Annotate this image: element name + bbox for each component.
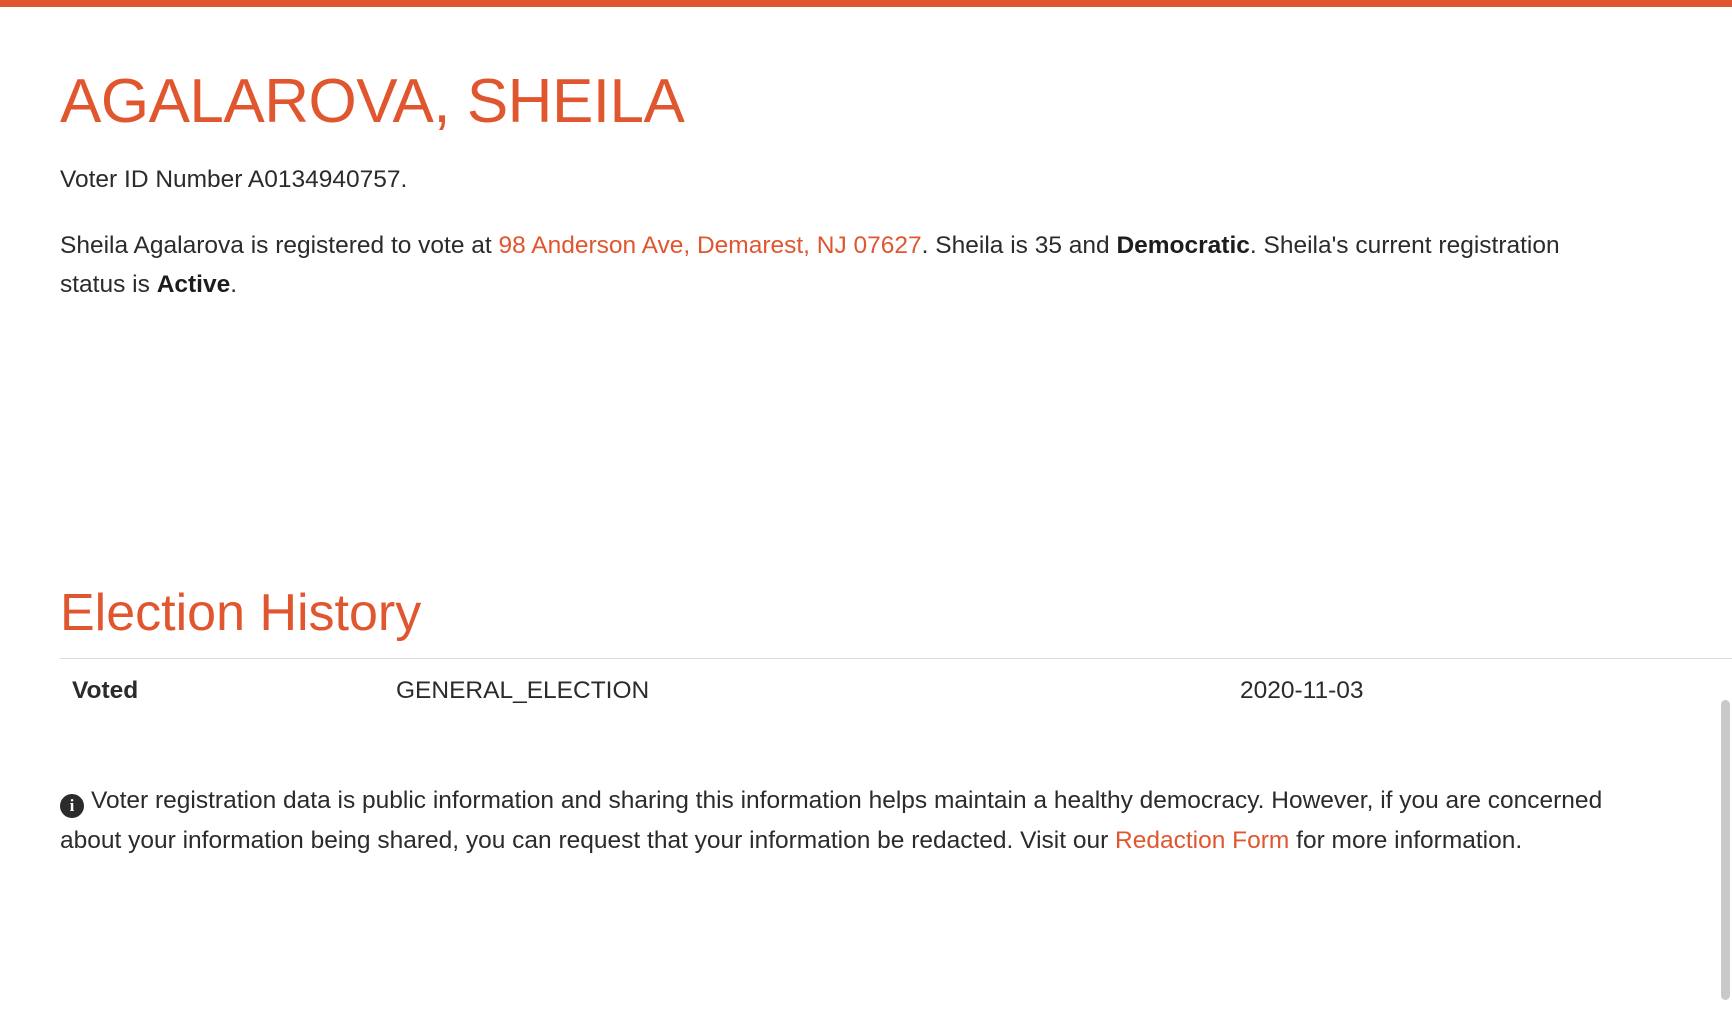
notice-text-part1: Voter registration data is public information and sharing this information helps maintain a healthy democracy. However, if you are concerned about your information being shared, you can request that your information be redacted. Visit our xyxy=(60,787,1603,855)
election-history-title: Election History xyxy=(60,584,422,643)
summary-after-party-text: . Sheila's current registration status is xyxy=(60,231,1560,299)
row-election-date: 2020-11-03 xyxy=(1240,677,1364,705)
notice-text-part2: for more information. xyxy=(1289,827,1523,855)
content-spacer xyxy=(60,331,1640,581)
page-content xyxy=(0,69,1700,861)
election-history-section xyxy=(60,585,1640,725)
registration-status-value: Active xyxy=(156,271,231,299)
vertical-scrollbar[interactable] xyxy=(1721,700,1730,1000)
summary-mid-text: . Sheila is 35 and xyxy=(921,231,1117,259)
redaction-form-link[interactable]: Redaction Form xyxy=(1115,827,1290,855)
voter-address-link[interactable]: 98 Anderson Ave, Demarest, NJ 07627 xyxy=(498,231,922,259)
table-row xyxy=(60,659,1732,726)
election-history-table xyxy=(60,658,1732,725)
voter-summary-paragraph xyxy=(60,226,1590,305)
row-election-type: GENERAL_ELECTION xyxy=(396,677,650,705)
summary-prefix-text: Sheila Agalarova is registered to vote at xyxy=(60,231,499,259)
page-title: AGALAROVA, SHEILA xyxy=(60,67,685,136)
accent-top-bar xyxy=(0,0,1732,7)
summary-end-text: . xyxy=(230,271,238,299)
row-vote-status: Voted xyxy=(72,677,139,705)
party-value: Democratic xyxy=(1116,231,1250,259)
privacy-notice xyxy=(60,781,1640,860)
voter-id-line: Voter ID Number A0134940757. xyxy=(60,166,408,194)
info-icon: i xyxy=(60,794,84,818)
